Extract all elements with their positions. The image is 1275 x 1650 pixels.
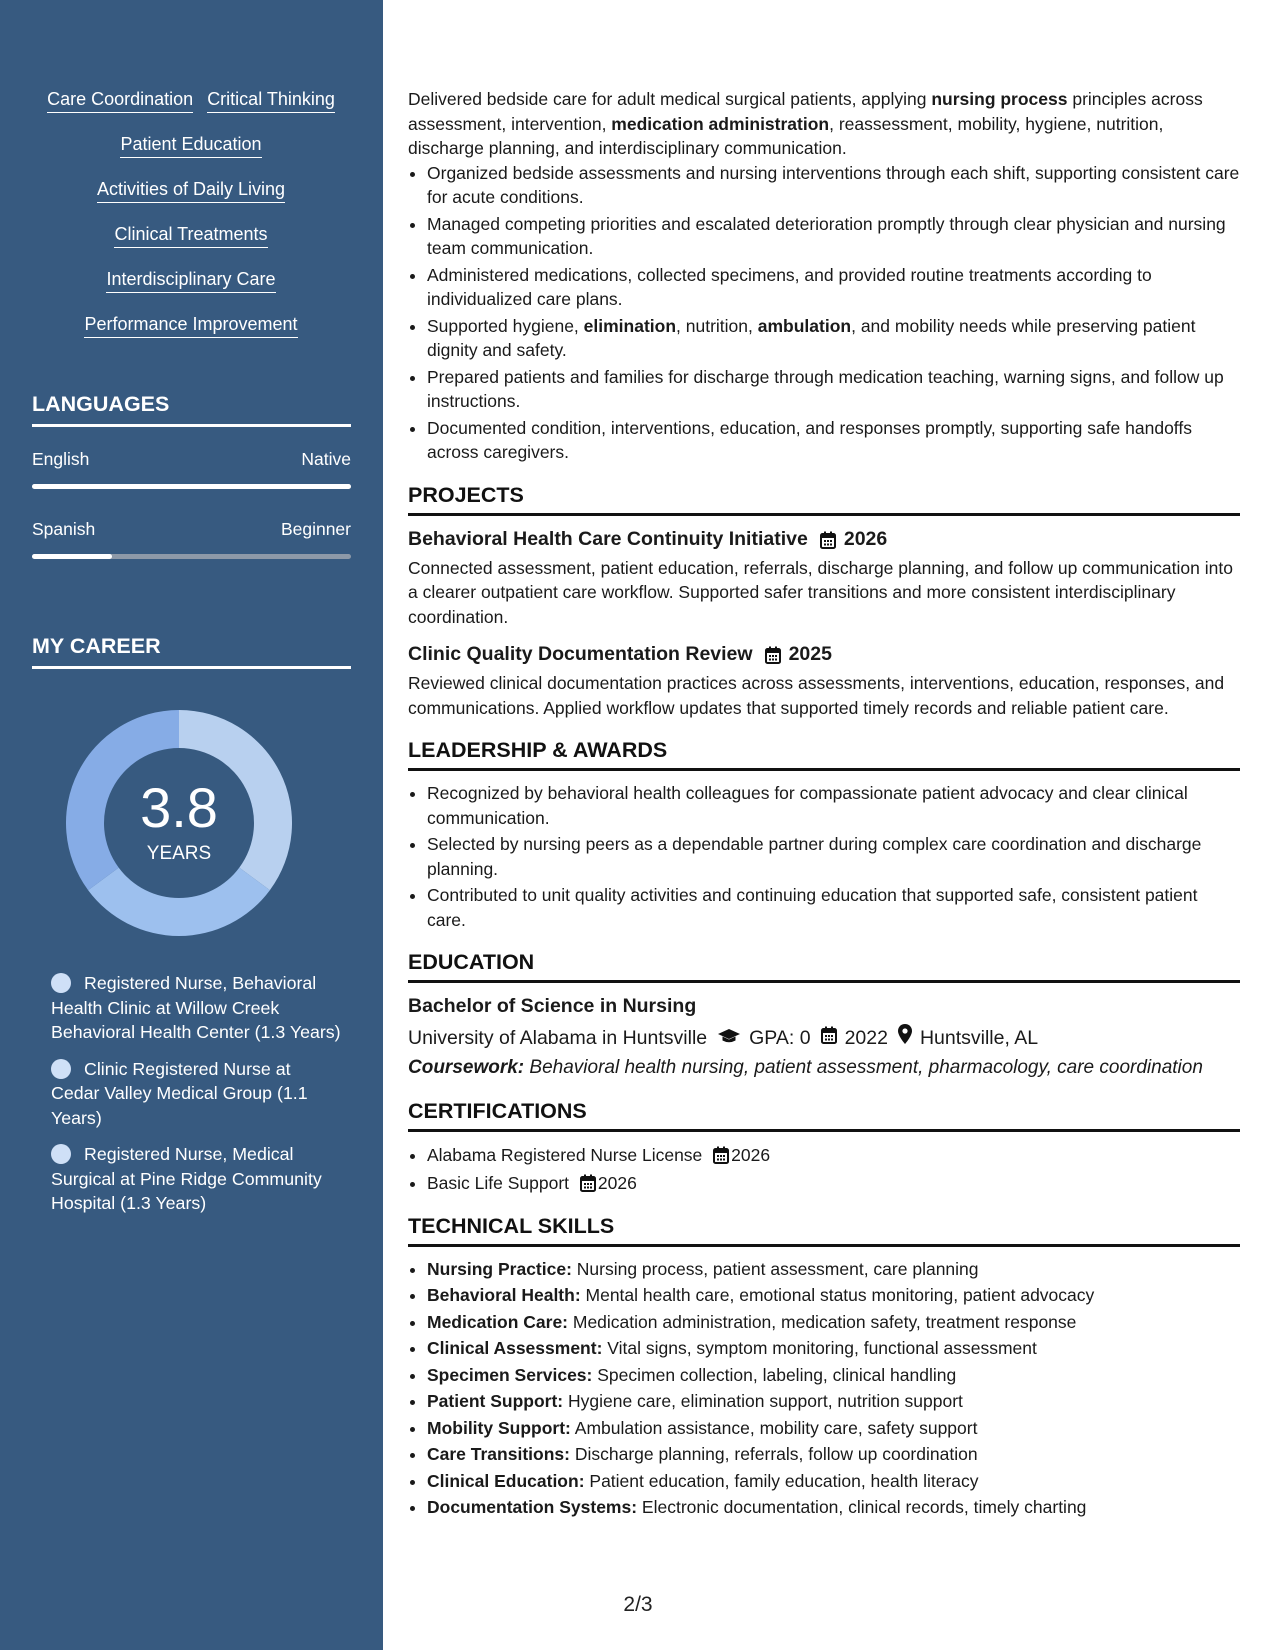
project-year: 2026 [843,527,888,550]
project-description: Reviewed clinical documentation practices across assessments, interventions, education, responses, and communications. Applied workflow updates that supported timely records and reliable patient care. [408,673,1225,718]
calendar-icon [820,530,836,548]
proficiency-fill [32,484,351,489]
project-year: 2025 [788,643,832,665]
graduation-year: 2022 [844,1027,888,1049]
technical-skill-item: • Mobility Support: Ambulation assistance, mobility care, safety support [427,1416,1240,1441]
proficiency-bar [32,554,351,559]
skill-tag: Activities of Daily Living [97,176,285,203]
list-item: • Alabama Registered Nurse License 2026 [427,1142,1240,1168]
bullet-dot-icon [51,973,71,993]
school-name: University of Alabama in Huntsville [408,1027,708,1049]
certifications-list [408,1142,1240,1196]
technical-skills-heading: TECHNICAL SKILLS [408,1212,1240,1247]
list-item: • Selected by nursing peers as a dependable partner during complex care coordination and discharge planning. [427,832,1240,881]
degree-title: Bachelor of Science in Nursing [408,995,697,1017]
skill-tag: Critical Thinking [207,86,335,113]
language-english [32,447,351,489]
language-name: English [32,449,90,469]
technical-skill-item: • Care Transitions: Discharge planning, referrals, follow up coordination [427,1442,1240,1467]
career-item: Clinic Registered Nurse at Cedar Valley Medical Group (1.1 Years) [51,1058,308,1128]
project-title: Behavioral Health Care Continuity Initiative [408,527,808,550]
languages-heading: LANGUAGES [32,390,351,427]
list-item: • Documented condition, interventions, education, and responses promptly, supporting safe handoffs across caregivers. [427,416,1240,465]
skill-tag: Clinical Treatments [114,221,267,248]
skill-tag: Patient Education [120,131,261,158]
language-name: Spanish [32,519,96,539]
list-item: • Managed competing priorities and escalated deterioration promptly through clear physician and nursing team communication. [427,212,1240,261]
bullet-dot-icon [51,1144,71,1164]
calendar-icon [713,1145,729,1163]
leadership-heading: LEADERSHIP & AWARDS [408,736,1240,771]
leadership-list [408,781,1240,932]
technical-skill-item: • Nursing Practice: Nursing process, patient assessment, care planning [427,1257,1240,1282]
career-donut [66,710,292,936]
list-item: • Recognized by behavioral health colleagues for compassionate patient advocacy and clear clinical communication. [427,781,1240,830]
coursework: Coursework: Behavioral health nursing, patient assessment, pharmacology, care coordination [408,1057,1203,1078]
skill-tag: Care Coordination [47,86,193,113]
calendar-icon [580,1173,596,1191]
skill-tag: Performance Improvement [84,311,297,338]
technical-skill-item: • Clinical Assessment: Vital signs, symptom monitoring, functional assessment [427,1336,1240,1361]
project-item [408,641,1240,720]
career-item: Registered Nurse, Behavioral Health Clinic at Willow Creek Behavioral Health Center (1.3 Years) [51,973,341,1042]
gpa: GPA: 0 [749,1027,811,1049]
career-item: Registered Nurse, Medical Surgical at Pine Ridge Community Hospital (1.3 Years) [51,1144,322,1213]
graduation-cap-icon [717,1024,741,1052]
project-item [408,526,1240,630]
experience-bullets [408,161,1240,465]
education-heading: EDUCATION [408,948,1240,983]
sidebar [0,0,383,1650]
page-number: 2/3 [623,1593,653,1616]
list-item: • Administered medications, collected specimens, and provided routine treatments according to individualized care plans. [427,263,1240,312]
calendar-icon [765,645,781,663]
list-item: • Prepared patients and families for discharge through medication teaching, warning signs, and follow up instructions. [427,365,1240,414]
list-item: • Basic Life Support 2026 [427,1170,1240,1196]
language-spanish [32,517,351,559]
technical-skill-item: • Clinical Education: Patient education, family education, health literacy [427,1469,1240,1494]
school-location: Huntsville, AL [919,1027,1039,1049]
education-meta [408,1024,1240,1052]
career-years-value: 3.8 [140,776,218,839]
language-level: Beginner [280,519,351,539]
donut-segment-2 [88,868,270,936]
calendar-icon [821,1024,837,1052]
career-list [51,971,341,1228]
certifications-heading: CERTIFICATIONS [408,1097,1240,1132]
career-heading: MY CAREER [32,632,351,669]
technical-skill-item: • Specimen Services: Specimen collection, labeling, clinical handling [427,1363,1240,1388]
technical-skill-item: • Behavioral Health: Mental health care, emotional status monitoring, patient advocacy [427,1283,1240,1308]
technical-skill-item: • Patient Support: Hygiene care, elimination support, nutrition support [427,1389,1240,1414]
skill-tag: Interdisciplinary Care [106,266,275,293]
technical-skills-list [408,1257,1240,1520]
technical-skill-item: • Medication Care: Medication administration, medication safety, treatment response [427,1310,1240,1335]
experience-summary: Delivered bedside care for adult medical surgical patients, applying nursing process principles across assessment, intervention, medication administration, reassessment, mobility, hygiene, nutrition, discharge planning, and interdisciplinary communication. [408,89,1203,158]
skills-list [24,86,358,356]
map-pin-icon [898,1024,912,1052]
technical-skill-item: • Documentation Systems: Electronic documentation, clinical records, timely charting [427,1495,1240,1520]
career-years-unit: YEARS [146,843,212,864]
list-item: • Supported hygiene, elimination, nutrition, ambulation, and mobility needs while preserving patient dignity and safety. [427,314,1240,363]
main-content [408,0,1240,1650]
proficiency-fill [32,554,112,559]
proficiency-bar [32,484,351,489]
project-title: Clinic Quality Documentation Review [408,643,753,665]
language-level: Native [301,449,351,469]
bullet-dot-icon [51,1059,71,1079]
project-description: Connected assessment, patient education, referrals, discharge planning, and follow up communication into a clearer outpatient care workflow. Supported safer transitions and more consistent interdisciplinary coordination. [408,557,1233,627]
projects-heading: PROJECTS [408,481,1240,516]
list-item: • Contributed to unit quality activities and continuing education that supported safe, consistent patient care. [427,883,1240,932]
list-item: • Organized bedside assessments and nursing interventions through each shift, supporting consistent care for acute conditions. [427,161,1240,210]
